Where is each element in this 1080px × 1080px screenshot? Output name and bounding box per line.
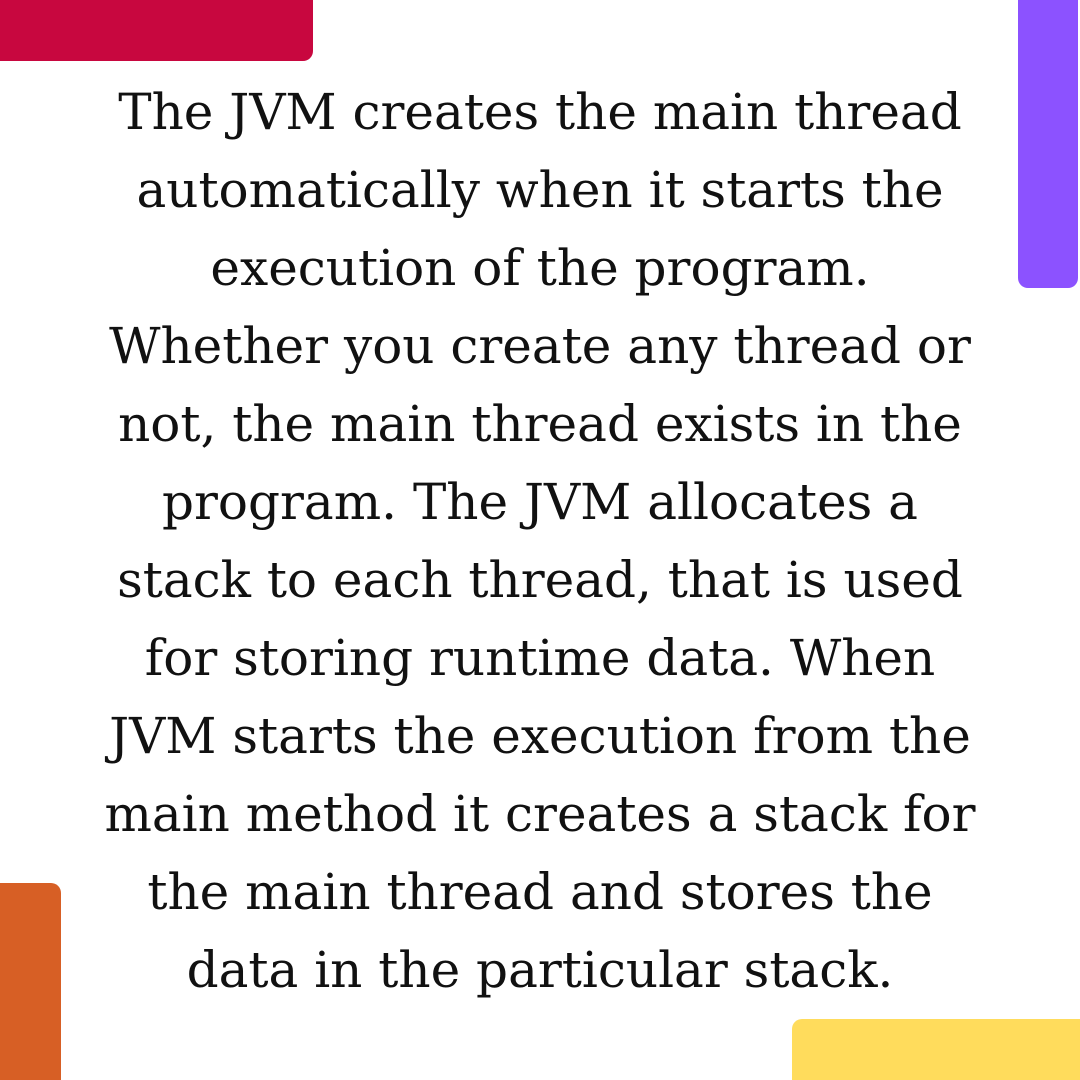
paragraph-line: the main thread and stores the	[147, 863, 933, 921]
paragraph-line: stack to each thread, that is used	[117, 551, 963, 609]
paragraph-line: automatically when it starts the	[136, 161, 944, 219]
paragraph-line: Whether you create any thread or	[109, 317, 971, 375]
paragraph-line: JVM starts the execution from the	[109, 707, 971, 765]
explanation-paragraph	[50, 73, 1030, 1009]
paragraph-line: execution of the program.	[210, 239, 870, 297]
paragraph-line: main method it creates a stack for	[104, 785, 976, 843]
paragraph-line: program. The JVM allocates a	[162, 473, 918, 531]
paragraph-line: The JVM creates the main thread	[118, 83, 962, 141]
paragraph-line: not, the main thread exists in the	[118, 395, 962, 453]
yellow-accent-bar	[792, 1019, 1080, 1080]
paragraph-line: for storing runtime data. When	[144, 629, 936, 687]
paragraph-line: data in the particular stack.	[186, 941, 894, 999]
crimson-accent-bar	[0, 0, 313, 61]
